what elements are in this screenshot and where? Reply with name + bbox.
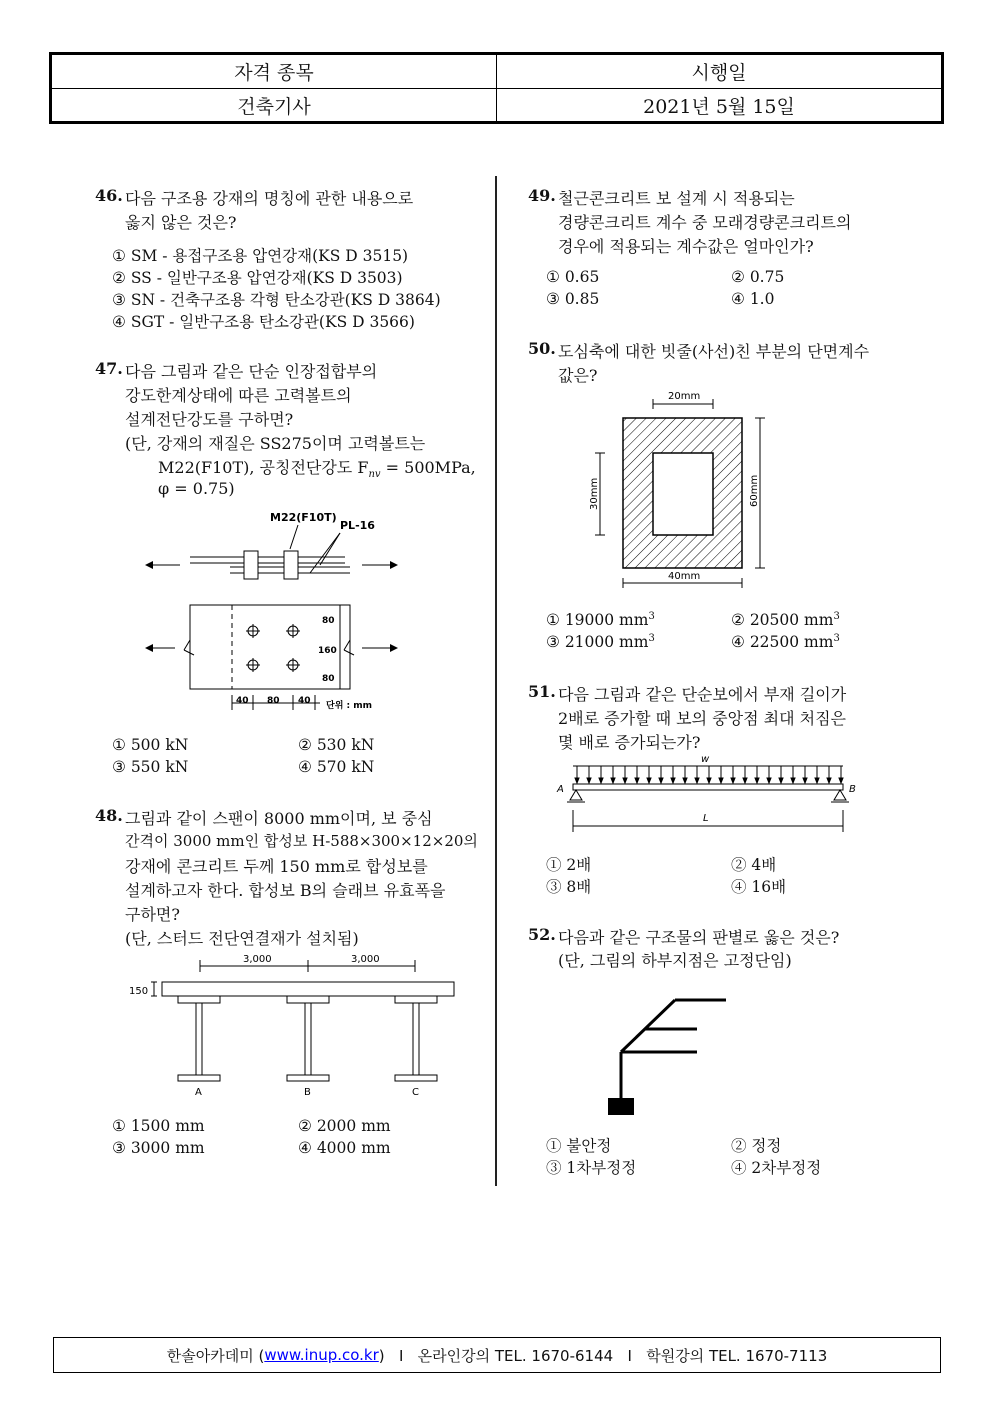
bolt-icon (284, 551, 298, 579)
dim-label: 60mm (749, 474, 760, 507)
option-1[interactable]: ① 1500 mm (112, 1117, 205, 1135)
option-2[interactable]: ② 정정 (731, 1137, 782, 1155)
superscript: 3 (648, 611, 655, 622)
steel-beam-b (287, 996, 329, 1081)
option-2[interactable]: ② 2000 mm (298, 1117, 391, 1135)
footer-website-link[interactable]: www.inup.co.kr (264, 1346, 379, 1364)
question-text: 다음 구조용 강재의 명칭에 관한 내용으로 (125, 189, 414, 208)
beam-label: B (304, 1087, 311, 1098)
header-col2-title: 시행일 (497, 55, 942, 89)
frame-structure-figure (600, 995, 740, 1120)
header-col1-value: 건축기사 (52, 89, 497, 122)
roller-support-icon (834, 790, 846, 800)
dim-label: 3,000 (351, 954, 380, 965)
question-text: 설계하고자 한다. 합성보 B의 슬래브 유효폭을 (125, 881, 446, 900)
option-1[interactable]: ① 불안정 (546, 1137, 612, 1155)
option-1[interactable]: ① 0.65 (546, 268, 600, 286)
question-text: 2배로 증가할 때 보의 중앙점 최대 처짐은 (558, 709, 846, 728)
hollow-core (653, 453, 713, 535)
plate-label: PL-16 (340, 519, 375, 532)
bolt-icon (244, 551, 258, 579)
length-label: L (703, 813, 709, 824)
option-2[interactable]: ② 530 kN (298, 736, 375, 754)
footer-contact: ) I 온라인강의 TEL. 1670-6144 I 학원강의 TEL. 1670-7113 (378, 1346, 828, 1365)
question-condition: (단, 스터드 전단연결재가 설치됨) (125, 929, 359, 948)
question-text: 그림과 같이 스팬이 8000 mm이며, 보 중심 (125, 809, 433, 828)
bolt-hole-icon (246, 624, 300, 672)
option-3[interactable]: ③ 0.85 (546, 290, 600, 308)
option-1[interactable]: ① 500 kN (112, 736, 189, 754)
question-text: 도심축에 대한 빗줄(사선)친 부분의 단면계수 (558, 342, 870, 361)
question-condition: φ = 0.75) (158, 479, 235, 498)
load-label: w (701, 754, 710, 765)
steel-beam-a (178, 996, 220, 1081)
frame-members (621, 1000, 726, 1098)
option-text: ② 20500 mm (731, 611, 834, 630)
option-2[interactable]: ② SS - 일반구조용 압연강재(KS D 3503) (112, 269, 403, 287)
footer-academy: 한솔아카데미 ( (166, 1346, 265, 1365)
header-table (49, 52, 944, 124)
option-4[interactable]: ④ 16배 (731, 878, 787, 896)
condition-text: = 500MPa, (380, 458, 476, 477)
fixed-support-icon (608, 1098, 634, 1115)
hollow-section-figure (580, 385, 780, 590)
distributed-load-icon (575, 766, 843, 783)
condition-text: M22(F10T), 공칭전단강도 F (158, 458, 369, 477)
question-text: 강재에 콘크리트 두께 150 mm로 합성보를 (125, 857, 428, 876)
question-text: 간격이 3000 mm인 합성보 H-588×300×12×20의 (125, 832, 478, 850)
question-text: 경우에 적용되는 계수값은 얼마인가? (558, 237, 814, 256)
option-1[interactable]: ① 2배 (546, 856, 592, 874)
question-text: 강도한계상태에 따른 고력볼트의 (125, 386, 352, 405)
option-4[interactable]: ④ 570 kN (298, 758, 375, 776)
option-1[interactable] (546, 611, 655, 629)
option-2[interactable]: ② 0.75 (731, 268, 785, 286)
option-4[interactable]: ④ SGT - 일반구조용 탄소강관(KS D 3566) (112, 313, 415, 331)
question-condition: (단, 강재의 재질은 SS275이며 고력볼트는 (125, 434, 426, 453)
question-number: 50. (528, 339, 556, 358)
question-text: 다음과 같은 구조물의 판별로 옳은 것은? (558, 928, 840, 947)
beam-label: A (195, 1087, 202, 1098)
support-label: B (849, 784, 856, 795)
question-number: 47. (95, 359, 123, 378)
dim-label: 20mm (668, 391, 701, 402)
composite-beam-figure (125, 950, 465, 1100)
question-condition: (단, 그림의 하부지점은 고정단임) (558, 951, 792, 970)
dim-label: 40mm (668, 571, 701, 582)
question-text: 몇 배로 증가되는가? (558, 733, 701, 752)
simple-beam-figure (555, 750, 865, 835)
unit-label: 단위 : mm (326, 701, 373, 711)
option-3[interactable] (546, 633, 655, 651)
question-text: 철근콘크리트 보 설계 시 적용되는 (558, 189, 795, 208)
option-3[interactable]: ③ 8배 (546, 878, 592, 896)
dim-label: 160 (318, 646, 337, 656)
dim-label: 3,000 (243, 954, 272, 965)
superscript: 3 (648, 633, 655, 644)
question-number: 49. (528, 186, 556, 205)
option-3[interactable]: ③ 3000 mm (112, 1139, 205, 1157)
option-2[interactable] (731, 611, 840, 629)
dim-label: 40 (298, 696, 311, 706)
option-text: ④ 22500 mm (731, 633, 834, 652)
slab (162, 982, 454, 996)
dim-label: 80 (322, 616, 335, 626)
dim-label: 80 (322, 674, 335, 684)
option-4[interactable]: ④ 1.0 (731, 290, 775, 308)
question-text: 다음 그림과 같은 단순보에서 부재 길이가 (558, 685, 847, 704)
dim-label: 40 (236, 696, 249, 706)
question-text: 설계전단강도를 구하면? (125, 410, 294, 429)
option-3[interactable]: ③ 1차부정정 (546, 1159, 637, 1177)
option-text: ① 19000 mm (546, 611, 649, 630)
header-col2-value: 2021년 5월 15일 (497, 89, 942, 122)
question-condition (158, 455, 476, 480)
leader-line (290, 525, 298, 549)
thickness-label: 150 (129, 986, 149, 997)
option-4[interactable] (731, 633, 840, 651)
dim-label: 80 (267, 696, 280, 706)
question-number: 46. (95, 186, 123, 205)
question-number: 51. (528, 682, 556, 701)
column-divider (495, 176, 497, 1186)
question-number: 52. (528, 925, 556, 944)
question-text: 구하면? (125, 905, 180, 924)
dim-label: 30mm (589, 477, 600, 510)
question-text: 값은? (558, 366, 598, 385)
option-4[interactable]: ④ 4000 mm (298, 1139, 391, 1157)
option-4[interactable]: ④ 2차부정정 (731, 1159, 822, 1177)
question-text: 경량콘크리트 계수 중 모래경량콘크리트의 (558, 213, 852, 232)
subscript: nv (368, 469, 381, 481)
question-text: 다음 그림과 같은 단순 인장접합부의 (125, 362, 378, 381)
question-number: 48. (95, 806, 123, 825)
pin-support-icon (570, 790, 582, 800)
question-text: 옳지 않은 것은? (125, 213, 237, 232)
steel-beam-c (395, 996, 437, 1081)
beam (573, 784, 843, 790)
bolt-joint-figure (140, 505, 410, 720)
superscript: 3 (833, 633, 840, 644)
option-1[interactable]: ① SM - 용접구조용 압연강재(KS D 3515) (112, 247, 409, 265)
option-3[interactable]: ③ 550 kN (112, 758, 189, 776)
footer (53, 1337, 941, 1373)
bolt-label: M22(F10T) (270, 511, 337, 524)
superscript: 3 (833, 611, 840, 622)
option-2[interactable]: ② 4배 (731, 856, 777, 874)
option-3[interactable]: ③ SN - 건축구조용 각형 탄소강관(KS D 3864) (112, 291, 441, 309)
support-label: A (557, 784, 564, 795)
option-text: ③ 21000 mm (546, 633, 649, 652)
beam-label: C (412, 1087, 419, 1098)
header-col1-title: 자격 종목 (52, 55, 497, 89)
